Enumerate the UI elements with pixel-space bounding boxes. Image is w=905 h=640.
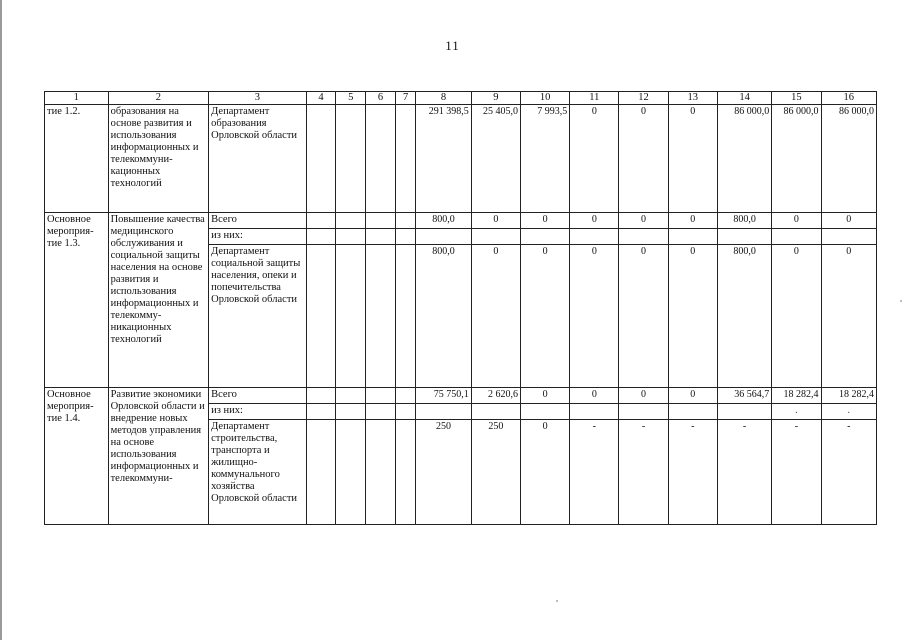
value-cell: 0 (471, 245, 520, 388)
value-cell: 25 405,0 (471, 105, 520, 213)
value-cell (668, 404, 717, 420)
value-cell: 250 (471, 420, 520, 525)
empty-cell (306, 404, 336, 420)
header-cell: 2 (108, 92, 209, 105)
empty-cell (366, 388, 396, 404)
value-cell: - (668, 420, 717, 525)
value-cell: 0 (821, 245, 877, 388)
empty-cell (336, 245, 366, 388)
header-cell: 6 (366, 92, 396, 105)
value-cell: 800,0 (416, 213, 471, 229)
value-cell: 250 (416, 420, 471, 525)
activity-code: Основное мероприя-тие 1.4. (45, 388, 109, 525)
value-cell: 0 (520, 245, 569, 388)
value-cell (619, 229, 668, 245)
empty-cell (336, 420, 366, 525)
value-cell (570, 404, 619, 420)
value-cell: 0 (520, 388, 569, 404)
header-cell: 5 (336, 92, 366, 105)
header-cell: 3 (209, 92, 306, 105)
value-cell: 0 (570, 388, 619, 404)
table-row (45, 213, 877, 229)
activity-code: Основное мероприя-тие 1.3. (45, 213, 109, 388)
value-cell: 0 (619, 105, 668, 213)
value-cell: . (821, 404, 877, 420)
empty-cell (336, 105, 366, 213)
scan-left-edge (0, 0, 2, 640)
program-table (44, 91, 877, 525)
header-cell: 4 (306, 92, 336, 105)
value-cell: 800,0 (717, 245, 771, 388)
value-cell (821, 229, 877, 245)
executor: из них: (209, 229, 306, 245)
value-cell: - (717, 420, 771, 525)
value-cell: 36 564,7 (717, 388, 771, 404)
value-cell: 2 620,6 (471, 388, 520, 404)
table-row (45, 388, 877, 404)
value-cell: 18 282,4 (772, 388, 821, 404)
value-cell (717, 404, 771, 420)
value-cell (471, 229, 520, 245)
value-cell: 18 282,4 (821, 388, 877, 404)
empty-cell (306, 229, 336, 245)
value-cell: 800,0 (717, 213, 771, 229)
value-cell: 75 750,1 (416, 388, 471, 404)
empty-cell (366, 404, 396, 420)
value-cell: 0 (668, 388, 717, 404)
value-cell: 0 (668, 105, 717, 213)
value-cell: - (619, 420, 668, 525)
executor: Департамент строительства, транспорта и жилищно-коммунального хозяйства Орловской области (209, 420, 306, 525)
empty-cell (395, 404, 416, 420)
empty-cell (336, 404, 366, 420)
empty-cell (336, 229, 366, 245)
header-cell: 8 (416, 92, 471, 105)
header-cell: 14 (717, 92, 771, 105)
value-cell: 0 (668, 245, 717, 388)
value-cell: 291 398,5 (416, 105, 471, 213)
empty-cell (395, 229, 416, 245)
value-cell (471, 404, 520, 420)
value-cell: 0 (520, 213, 569, 229)
value-cell (416, 229, 471, 245)
header-cell: 13 (668, 92, 717, 105)
activity-name: Развитие экономики Орловской области и внедрение новых методов управления на основе использования информационных и телекоммуни- (108, 388, 209, 525)
value-cell: 0 (520, 420, 569, 525)
header-cell: 9 (471, 92, 520, 105)
value-cell (416, 404, 471, 420)
value-cell: 0 (471, 213, 520, 229)
value-cell: - (821, 420, 877, 525)
value-cell (520, 229, 569, 245)
header-cell: 10 (520, 92, 569, 105)
header-cell: 7 (395, 92, 416, 105)
value-cell: . (772, 404, 821, 420)
empty-cell (366, 245, 396, 388)
empty-cell (306, 245, 336, 388)
value-cell: 0 (821, 213, 877, 229)
header-cell: 15 (772, 92, 821, 105)
value-cell (520, 404, 569, 420)
value-cell: 7 993,5 (520, 105, 569, 213)
value-cell: 0 (619, 213, 668, 229)
empty-cell (336, 213, 366, 229)
empty-cell (366, 105, 396, 213)
page-number: 11 (445, 38, 460, 53)
executor: Всего (209, 388, 306, 404)
value-cell (668, 229, 717, 245)
empty-cell (366, 213, 396, 229)
value-cell: 86 000,0 (821, 105, 877, 213)
value-cell: - (772, 420, 821, 525)
value-cell: 86 000,0 (772, 105, 821, 213)
header-cell: 12 (619, 92, 668, 105)
value-cell (717, 229, 771, 245)
activity-name: Повышение качества медицинского обслуживания и социальной защиты населения на основе развития и использования информационных и телекомму-никационных технологий (108, 213, 209, 388)
empty-cell (306, 388, 336, 404)
value-cell: 0 (772, 245, 821, 388)
value-cell: 0 (570, 213, 619, 229)
empty-cell (395, 105, 416, 213)
header-cell: 1 (45, 92, 109, 105)
value-cell (570, 229, 619, 245)
value-cell: 800,0 (416, 245, 471, 388)
empty-cell (306, 105, 336, 213)
value-cell: 0 (668, 213, 717, 229)
header-cell: 11 (570, 92, 619, 105)
value-cell: 86 000,0 (717, 105, 771, 213)
empty-cell (366, 229, 396, 245)
value-cell: 0 (570, 245, 619, 388)
value-cell: 0 (619, 388, 668, 404)
header-row (45, 92, 877, 105)
empty-cell (306, 213, 336, 229)
executor: Департамент социальной защиты населения, опеки и попечительства Орловской области (209, 245, 306, 388)
executor: Всего (209, 213, 306, 229)
table-row (45, 105, 877, 213)
empty-cell (395, 213, 416, 229)
value-cell: 0 (619, 245, 668, 388)
value-cell: 0 (570, 105, 619, 213)
header-cell: 16 (821, 92, 877, 105)
empty-cell (306, 420, 336, 525)
empty-cell (366, 420, 396, 525)
activity-name: образования на основе развития и использования информационных и телекоммуни-кационных технологий (108, 105, 209, 213)
value-cell (619, 404, 668, 420)
executor: из них: (209, 404, 306, 420)
executor: Департамент образования Орловской области (209, 105, 306, 213)
value-cell: 0 (772, 213, 821, 229)
empty-cell (395, 420, 416, 525)
empty-cell (336, 388, 366, 404)
value-cell: - (570, 420, 619, 525)
value-cell (772, 229, 821, 245)
empty-cell (395, 245, 416, 388)
activity-code: тие 1.2. (45, 105, 109, 213)
empty-cell (395, 388, 416, 404)
scan-speck (900, 300, 902, 302)
scan-speck (556, 600, 558, 602)
